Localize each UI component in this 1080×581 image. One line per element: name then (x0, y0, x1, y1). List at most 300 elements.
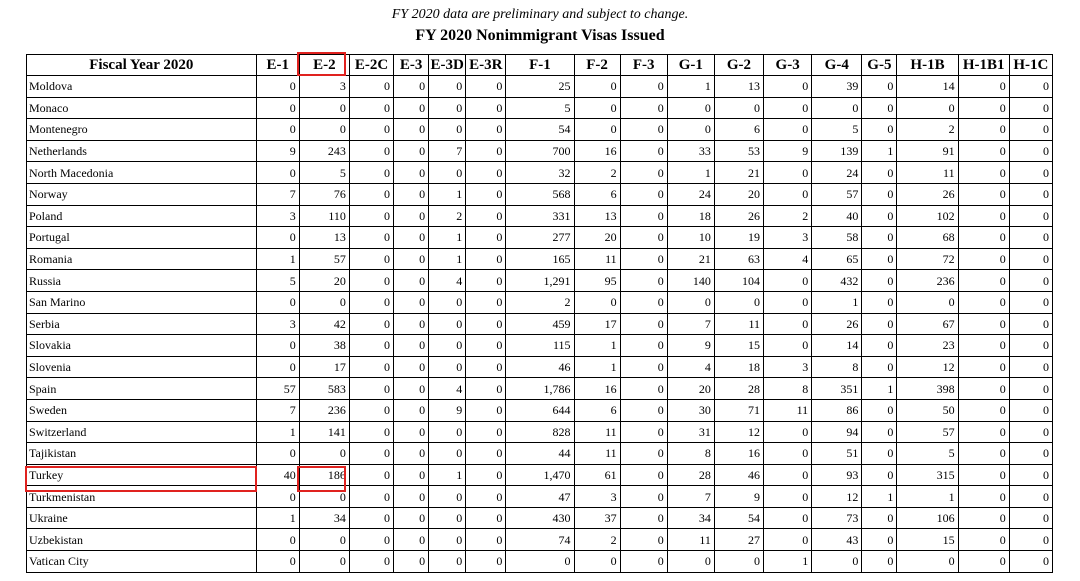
value-cell: 1 (429, 248, 466, 270)
column-header-g-4: G-4 (812, 55, 862, 76)
value-cell: 0 (862, 335, 897, 357)
value-cell: 8 (764, 378, 812, 400)
value-cell: 0 (1009, 140, 1052, 162)
country-cell: Switzerland (27, 421, 257, 443)
value-cell: 0 (466, 270, 506, 292)
value-cell: 0 (620, 464, 667, 486)
value-cell: 0 (620, 486, 667, 508)
value-cell: 0 (466, 378, 506, 400)
value-cell: 0 (394, 183, 429, 205)
column-header-h-1b: H-1B (897, 55, 958, 76)
value-cell: 0 (958, 205, 1009, 227)
page-title: FY 2020 Nonimmigrant Visas Issued (415, 27, 665, 44)
value-cell: 0 (394, 399, 429, 421)
value-cell: 0 (764, 291, 812, 313)
country-cell: Norway (27, 183, 257, 205)
value-cell: 0 (394, 97, 429, 119)
value-cell: 0 (958, 551, 1009, 573)
value-cell: 38 (299, 335, 349, 357)
value-cell: 0 (620, 399, 667, 421)
table-row (27, 378, 1053, 400)
table-row (27, 356, 1053, 378)
value-cell: 43 (812, 529, 862, 551)
value-cell: 0 (620, 378, 667, 400)
value-cell: 3 (256, 205, 299, 227)
value-cell: 0 (256, 356, 299, 378)
value-cell: 25 (506, 76, 574, 98)
table-row (27, 507, 1053, 529)
value-cell: 46 (714, 464, 763, 486)
table-row (27, 486, 1053, 508)
value-cell: 0 (349, 205, 393, 227)
value-cell: 0 (466, 205, 506, 227)
value-cell: 0 (299, 443, 349, 465)
value-cell: 139 (812, 140, 862, 162)
value-cell: 0 (764, 464, 812, 486)
value-cell: 0 (466, 183, 506, 205)
value-cell: 0 (862, 97, 897, 119)
value-cell: 0 (764, 97, 812, 119)
value-cell: 0 (667, 551, 714, 573)
value-cell: 0 (394, 270, 429, 292)
value-cell: 0 (349, 335, 393, 357)
value-cell: 0 (1009, 183, 1052, 205)
value-cell: 11 (714, 313, 763, 335)
value-cell: 0 (349, 248, 393, 270)
value-cell: 0 (958, 119, 1009, 141)
value-cell: 0 (958, 507, 1009, 529)
value-cell: 39 (812, 76, 862, 98)
value-cell: 0 (1009, 507, 1052, 529)
value-cell: 0 (429, 76, 466, 98)
column-header-f-2: F-2 (574, 55, 620, 76)
value-cell: 34 (299, 507, 349, 529)
value-cell: 0 (466, 291, 506, 313)
value-cell: 0 (620, 356, 667, 378)
value-cell: 0 (958, 464, 1009, 486)
value-cell: 95 (574, 270, 620, 292)
value-cell: 0 (764, 507, 812, 529)
value-cell: 0 (394, 119, 429, 141)
value-cell: 0 (429, 486, 466, 508)
value-cell: 0 (958, 443, 1009, 465)
value-cell: 140 (667, 270, 714, 292)
value-cell: 0 (958, 421, 1009, 443)
value-cell: 0 (620, 551, 667, 573)
value-cell: 0 (764, 162, 812, 184)
value-cell: 0 (1009, 227, 1052, 249)
value-cell: 65 (812, 248, 862, 270)
value-cell: 0 (574, 291, 620, 313)
country-cell: Tajikistan (27, 443, 257, 465)
value-cell: 0 (958, 248, 1009, 270)
value-cell: 37 (574, 507, 620, 529)
value-cell: 0 (667, 97, 714, 119)
value-cell: 18 (714, 356, 763, 378)
value-cell: 0 (394, 140, 429, 162)
value-cell: 3 (574, 486, 620, 508)
value-cell: 0 (862, 551, 897, 573)
column-header-f-3: F-3 (620, 55, 667, 76)
value-cell: 0 (256, 443, 299, 465)
value-cell: 0 (394, 356, 429, 378)
value-cell: 19 (714, 227, 763, 249)
value-cell: 61 (574, 464, 620, 486)
country-cell: Montenegro (27, 119, 257, 141)
value-cell: 1 (862, 486, 897, 508)
value-cell: 102 (897, 205, 958, 227)
value-cell: 0 (256, 529, 299, 551)
value-cell: 94 (812, 421, 862, 443)
value-cell: 16 (574, 378, 620, 400)
value-cell: 0 (958, 183, 1009, 205)
value-cell: 0 (429, 421, 466, 443)
value-cell: 13 (574, 205, 620, 227)
value-cell: 11 (897, 162, 958, 184)
table-row (27, 270, 1053, 292)
value-cell: 0 (620, 205, 667, 227)
value-cell: 0 (299, 97, 349, 119)
value-cell: 0 (1009, 486, 1052, 508)
value-cell: 0 (349, 421, 393, 443)
value-cell: 11 (667, 529, 714, 551)
value-cell: 21 (714, 162, 763, 184)
value-cell: 0 (1009, 399, 1052, 421)
value-cell: 0 (466, 486, 506, 508)
value-cell: 67 (897, 313, 958, 335)
value-cell: 57 (256, 378, 299, 400)
value-cell: 0 (429, 162, 466, 184)
value-cell: 0 (466, 529, 506, 551)
value-cell: 1 (667, 76, 714, 98)
value-cell: 0 (349, 162, 393, 184)
value-cell: 0 (574, 76, 620, 98)
value-cell: 9 (667, 335, 714, 357)
value-cell: 0 (349, 486, 393, 508)
value-cell: 0 (667, 119, 714, 141)
value-cell: 0 (429, 97, 466, 119)
value-cell: 58 (812, 227, 862, 249)
value-cell: 0 (862, 464, 897, 486)
value-cell: 9 (764, 140, 812, 162)
value-cell: 0 (429, 119, 466, 141)
value-cell: 21 (667, 248, 714, 270)
value-cell: 86 (812, 399, 862, 421)
value-cell: 2 (429, 205, 466, 227)
value-cell: 2 (574, 529, 620, 551)
value-cell: 0 (620, 162, 667, 184)
value-cell: 5 (256, 270, 299, 292)
value-cell: 0 (958, 97, 1009, 119)
column-header-f-1: F-1 (506, 55, 574, 76)
value-cell: 1,470 (506, 464, 574, 486)
value-cell: 0 (394, 313, 429, 335)
value-cell: 0 (349, 399, 393, 421)
value-cell: 0 (958, 399, 1009, 421)
value-cell: 0 (349, 140, 393, 162)
value-cell: 828 (506, 421, 574, 443)
value-cell: 0 (349, 76, 393, 98)
value-cell: 0 (466, 464, 506, 486)
value-cell: 0 (958, 162, 1009, 184)
value-cell: 0 (466, 140, 506, 162)
value-cell: 2 (574, 162, 620, 184)
value-cell: 1 (429, 464, 466, 486)
value-cell: 0 (349, 183, 393, 205)
value-cell: 186 (299, 464, 349, 486)
value-cell: 0 (714, 551, 763, 573)
country-cell: Sweden (27, 399, 257, 421)
value-cell: 236 (897, 270, 958, 292)
column-header-e-3r: E-3R (466, 55, 506, 76)
value-cell: 0 (256, 119, 299, 141)
value-cell: 0 (466, 443, 506, 465)
value-cell: 20 (667, 378, 714, 400)
value-cell: 72 (897, 248, 958, 270)
value-cell: 0 (1009, 335, 1052, 357)
value-cell: 2 (764, 205, 812, 227)
value-cell: 277 (506, 227, 574, 249)
table-row (27, 227, 1053, 249)
value-cell: 236 (299, 399, 349, 421)
column-header-h-1c: H-1C (1009, 55, 1052, 76)
column-header-e-2c: E-2C (349, 55, 393, 76)
value-cell: 398 (897, 378, 958, 400)
value-cell: 0 (349, 529, 393, 551)
value-cell: 583 (299, 378, 349, 400)
value-cell: 0 (466, 248, 506, 270)
value-cell: 17 (574, 313, 620, 335)
value-cell: 0 (1009, 248, 1052, 270)
value-cell: 34 (667, 507, 714, 529)
value-cell: 50 (897, 399, 958, 421)
value-cell: 0 (394, 291, 429, 313)
value-cell: 700 (506, 140, 574, 162)
value-cell: 57 (897, 421, 958, 443)
value-cell: 0 (862, 76, 897, 98)
value-cell: 42 (299, 313, 349, 335)
value-cell: 0 (1009, 162, 1052, 184)
value-cell: 0 (764, 119, 812, 141)
value-cell: 28 (667, 464, 714, 486)
value-cell: 0 (862, 356, 897, 378)
value-cell: 0 (958, 356, 1009, 378)
value-cell: 0 (1009, 529, 1052, 551)
value-cell: 0 (1009, 76, 1052, 98)
value-cell: 0 (958, 313, 1009, 335)
value-cell: 0 (764, 183, 812, 205)
value-cell: 0 (466, 119, 506, 141)
table-row (27, 443, 1053, 465)
value-cell: 1 (764, 551, 812, 573)
value-cell: 5 (812, 119, 862, 141)
country-cell: Serbia (27, 313, 257, 335)
value-cell: 0 (958, 270, 1009, 292)
value-cell: 0 (1009, 270, 1052, 292)
value-cell: 0 (897, 97, 958, 119)
country-cell: Russia (27, 270, 257, 292)
value-cell: 0 (394, 205, 429, 227)
value-cell: 76 (299, 183, 349, 205)
value-cell: 74 (506, 529, 574, 551)
value-cell: 0 (349, 313, 393, 335)
value-cell: 1 (574, 335, 620, 357)
value-cell: 7 (429, 140, 466, 162)
value-cell: 1 (429, 227, 466, 249)
value-cell: 4 (764, 248, 812, 270)
country-cell: Poland (27, 205, 257, 227)
country-cell: San Marino (27, 291, 257, 313)
value-cell: 104 (714, 270, 763, 292)
value-cell: 0 (862, 313, 897, 335)
table-row (27, 399, 1053, 421)
value-cell: 31 (667, 421, 714, 443)
value-cell: 351 (812, 378, 862, 400)
value-cell: 91 (897, 140, 958, 162)
value-cell: 0 (714, 291, 763, 313)
value-cell: 63 (714, 248, 763, 270)
value-cell: 0 (620, 529, 667, 551)
value-cell: 0 (620, 97, 667, 119)
value-cell: 30 (667, 399, 714, 421)
value-cell: 0 (764, 421, 812, 443)
table-row (27, 335, 1053, 357)
table-row (27, 205, 1053, 227)
value-cell: 24 (812, 162, 862, 184)
country-cell: Monaco (27, 97, 257, 119)
value-cell: 459 (506, 313, 574, 335)
value-cell: 0 (299, 486, 349, 508)
value-cell: 0 (620, 140, 667, 162)
column-header-g-5: G-5 (862, 55, 897, 76)
value-cell: 11 (574, 443, 620, 465)
value-cell: 1 (862, 378, 897, 400)
value-cell: 0 (1009, 551, 1052, 573)
value-cell: 1 (667, 162, 714, 184)
table-row (27, 119, 1053, 141)
table-row (27, 140, 1053, 162)
value-cell: 23 (897, 335, 958, 357)
value-cell: 11 (574, 421, 620, 443)
value-cell: 71 (714, 399, 763, 421)
value-cell: 7 (256, 183, 299, 205)
value-cell: 1 (897, 486, 958, 508)
value-cell: 0 (349, 356, 393, 378)
value-cell: 0 (394, 248, 429, 270)
value-cell: 1 (429, 183, 466, 205)
value-cell: 0 (394, 507, 429, 529)
table-row (27, 313, 1053, 335)
value-cell: 0 (897, 291, 958, 313)
value-cell: 7 (667, 313, 714, 335)
value-cell: 0 (466, 551, 506, 573)
value-cell: 331 (506, 205, 574, 227)
value-cell: 0 (349, 464, 393, 486)
value-cell: 16 (714, 443, 763, 465)
country-cell: Slovenia (27, 356, 257, 378)
value-cell: 68 (897, 227, 958, 249)
country-cell: Portugal (27, 227, 257, 249)
value-cell: 0 (394, 421, 429, 443)
value-cell: 73 (812, 507, 862, 529)
value-cell: 0 (349, 227, 393, 249)
value-cell: 0 (862, 183, 897, 205)
country-cell: Turkmenistan (27, 486, 257, 508)
value-cell: 0 (862, 248, 897, 270)
value-cell: 0 (1009, 378, 1052, 400)
value-cell: 0 (299, 529, 349, 551)
value-cell: 0 (862, 119, 897, 141)
value-cell: 141 (299, 421, 349, 443)
value-cell: 44 (506, 443, 574, 465)
value-cell: 0 (764, 529, 812, 551)
value-cell: 18 (667, 205, 714, 227)
value-cell: 0 (620, 227, 667, 249)
value-cell: 0 (958, 291, 1009, 313)
value-cell: 47 (506, 486, 574, 508)
value-cell: 93 (812, 464, 862, 486)
value-cell: 0 (958, 378, 1009, 400)
value-cell: 0 (620, 313, 667, 335)
value-cell: 0 (349, 507, 393, 529)
column-header-fiscal-year: Fiscal Year 2020 (27, 55, 257, 76)
value-cell: 28 (714, 378, 763, 400)
value-cell: 0 (862, 270, 897, 292)
value-cell: 243 (299, 140, 349, 162)
value-cell: 1,786 (506, 378, 574, 400)
value-cell: 8 (812, 356, 862, 378)
value-cell: 165 (506, 248, 574, 270)
table-row (27, 183, 1053, 205)
value-cell: 0 (1009, 443, 1052, 465)
value-cell: 3 (764, 356, 812, 378)
value-cell: 430 (506, 507, 574, 529)
value-cell: 11 (764, 399, 812, 421)
value-cell: 0 (429, 291, 466, 313)
value-cell: 5 (897, 443, 958, 465)
value-cell: 644 (506, 399, 574, 421)
value-cell: 0 (349, 97, 393, 119)
value-cell: 0 (764, 486, 812, 508)
value-cell: 0 (299, 291, 349, 313)
value-cell: 9 (256, 140, 299, 162)
value-cell: 0 (1009, 291, 1052, 313)
value-cell: 0 (466, 399, 506, 421)
value-cell: 0 (394, 551, 429, 573)
value-cell: 106 (897, 507, 958, 529)
value-cell: 16 (574, 140, 620, 162)
value-cell: 0 (1009, 313, 1052, 335)
country-cell: Slovakia (27, 335, 257, 357)
value-cell: 13 (299, 227, 349, 249)
value-cell: 46 (506, 356, 574, 378)
value-cell: 15 (897, 529, 958, 551)
value-cell: 0 (256, 162, 299, 184)
value-cell: 0 (958, 76, 1009, 98)
value-cell: 12 (714, 421, 763, 443)
value-cell: 0 (812, 97, 862, 119)
value-cell: 0 (429, 551, 466, 573)
value-cell: 0 (256, 291, 299, 313)
column-header-e-3d: E-3D (429, 55, 466, 76)
value-cell: 5 (506, 97, 574, 119)
value-cell: 0 (862, 162, 897, 184)
value-cell: 0 (862, 291, 897, 313)
value-cell: 33 (667, 140, 714, 162)
value-cell: 0 (466, 227, 506, 249)
value-cell: 0 (574, 119, 620, 141)
value-cell: 0 (812, 551, 862, 573)
